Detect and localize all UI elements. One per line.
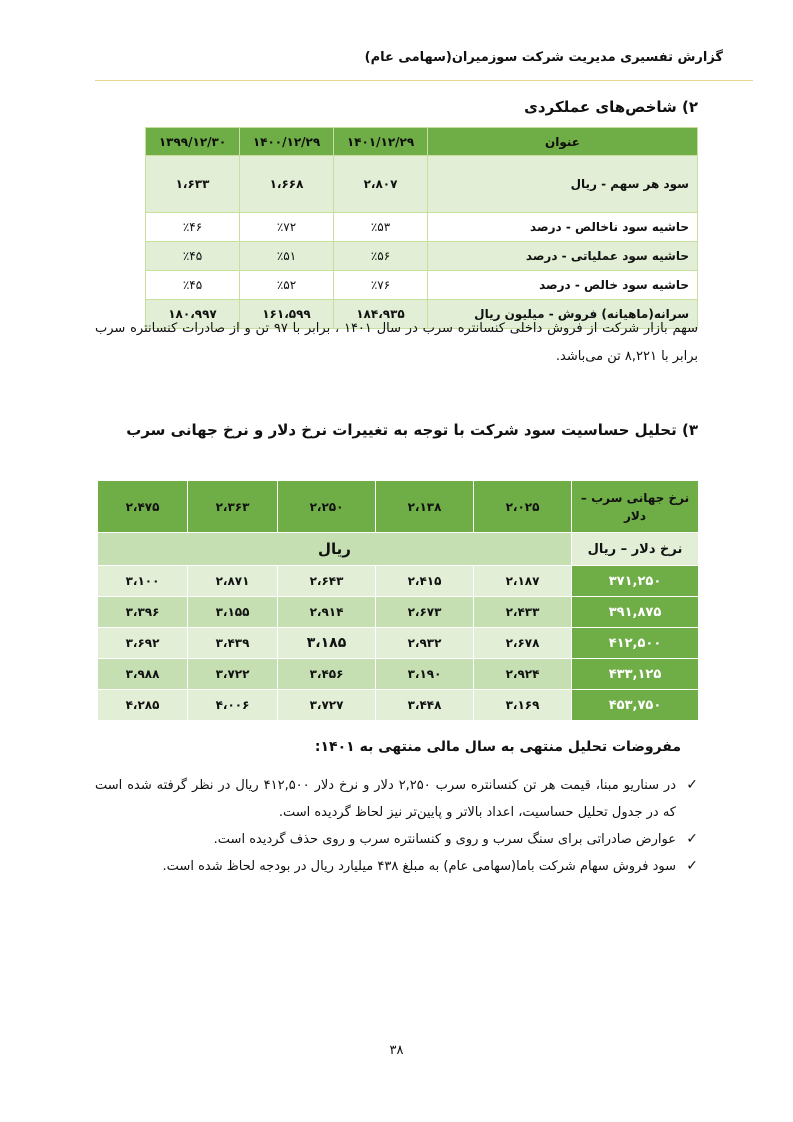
lead-price-cell: ۲،۲۵۰: [278, 481, 376, 533]
table-row: [98, 690, 699, 721]
table-cell: ۳،۴۳۹: [188, 628, 278, 659]
table-cell: ۱،۶۶۸: [240, 156, 334, 213]
table-cell: ۳،۷۲۲: [188, 659, 278, 690]
table-cell: ۴،۰۰۶: [188, 690, 278, 721]
table-cell: ۱۸۴،۹۳۵: [334, 300, 428, 329]
table-cell: ٪۴۶: [146, 213, 240, 242]
lead-price-cell: ۲،۴۷۵: [98, 481, 188, 533]
header-cell-1400: ۱۴۰۰/۱۲/۲۹: [240, 128, 334, 156]
unit-header-row: [98, 533, 699, 566]
table-cell: ٪۵۲: [240, 271, 334, 300]
table-row: [98, 597, 699, 628]
table-cell: ۱۶۱،۵۹۹: [240, 300, 334, 329]
table-cell: ۲،۴۳۳: [474, 597, 572, 628]
assumptions-list: [95, 772, 698, 880]
table-cell: ٪۵۳: [334, 213, 428, 242]
table-row: [98, 566, 699, 597]
table-cell: ۳،۱۵۵: [188, 597, 278, 628]
header-cell-1401: ۱۴۰۱/۱۲/۲۹: [334, 128, 428, 156]
section-2-title: ۲) شاخص‌های عملکردی: [524, 98, 698, 116]
table-cell: ٪۴۵: [146, 271, 240, 300]
table-cell: ۲،۴۱۵: [376, 566, 474, 597]
table-row: [146, 213, 698, 242]
table-row: [146, 242, 698, 271]
checkmark-icon: ✓: [686, 831, 698, 847]
table-header-row: [146, 128, 698, 156]
list-item: [95, 826, 698, 853]
header-cell-1399: ۱۳۹۹/۱۲/۳۰: [146, 128, 240, 156]
table-cell: ۴،۲۸۵: [98, 690, 188, 721]
dollar-rate-cell: ۳۷۱,۲۵۰: [572, 566, 699, 597]
section-3-title: ۳) تحلیل حساسیت سود شرکت با توجه به تغییرات نرخ دلار و نرخ جهانی سرب: [126, 421, 698, 439]
table-cell: ٪۷۶: [334, 271, 428, 300]
table-cell: ٪۵۱: [240, 242, 334, 271]
row-label: سود هر سهم - ریال: [428, 156, 698, 213]
table-cell: ۳،۹۸۸: [98, 659, 188, 690]
assumptions-title: مفروضات تحلیل منتهی به سال مالی منتهی به ۱۴۰۱:: [314, 739, 681, 755]
list-item-text: عوارض صادراتی برای سنگ سرب و روی و کنسانتره سرب و روی حذف گردیده است.: [213, 832, 676, 847]
list-item: [95, 772, 698, 826]
row-label: حاشیه سود عملیاتی - درصد: [428, 242, 698, 271]
table-cell: ۳،۶۹۲: [98, 628, 188, 659]
table-cell: ۳،۷۲۷: [278, 690, 376, 721]
list-item-text: سود فروش سهام شرکت باما(سهامی عام) به مبلغ ۴۳۸ میلیارد ریال در بودجه لحاظ شده است.: [162, 859, 676, 874]
table-cell: ۲،۶۷۸: [474, 628, 572, 659]
table-cell: ۲،۶۴۳: [278, 566, 376, 597]
lead-price-cell: ۲،۰۲۵: [474, 481, 572, 533]
dollar-rate-corner-label: نرخ دلار – ریال: [572, 533, 699, 566]
table-row: [98, 628, 699, 659]
dollar-rate-cell: ۳۹۱,۸۷۵: [572, 597, 699, 628]
dollar-rate-cell: ۴۱۲,۵۰۰: [572, 628, 699, 659]
page-number: ۳۸: [389, 1043, 404, 1058]
table-row: [146, 156, 698, 213]
table-cell: ۳،۴۴۸: [376, 690, 474, 721]
table-cell: ۲،۸۷۱: [188, 566, 278, 597]
table-cell: ۳،۱۹۰: [376, 659, 474, 690]
row-label: حاشیه سود خالص - درصد: [428, 271, 698, 300]
lead-price-header-row: [98, 481, 699, 533]
header-cell-title: عنوان: [428, 128, 698, 156]
sensitivity-analysis-table: [97, 480, 699, 721]
table-cell: ۲،۹۲۴: [474, 659, 572, 690]
table-cell: ۳،۱۶۹: [474, 690, 572, 721]
lead-price-corner-label: نرخ جهانی سرب – دلار: [572, 481, 699, 533]
table-cell: ۳،۳۹۶: [98, 597, 188, 628]
report-header-title: گزارش تفسیری مدیریت شرکت سوزمیران(سهامی عام): [364, 50, 723, 65]
base-scenario-cell: ۳،۱۸۵: [278, 628, 376, 659]
performance-indicators-table: [145, 127, 698, 329]
table-cell: ۱۸۰،۹۹۷: [146, 300, 240, 329]
table-cell: ٪۵۶: [334, 242, 428, 271]
dollar-rate-cell: ۴۳۳,۱۲۵: [572, 659, 699, 690]
table-cell: ۳،۱۰۰: [98, 566, 188, 597]
table-cell: ۳،۴۵۶: [278, 659, 376, 690]
table-cell: ۲،۹۳۲: [376, 628, 474, 659]
table-cell: ۲،۸۰۷: [334, 156, 428, 213]
lead-price-cell: ۲،۱۳۸: [376, 481, 474, 533]
table-row: [146, 271, 698, 300]
table-cell: ۲،۹۱۴: [278, 597, 376, 628]
list-item-text: در سناریو مبنا، قیمت هر تن کنسانتره سرب ۲,۲۵۰ دلار و نرخ دلار ۴۱۲,۵۰۰ ریال در نظر گرفته شده است که در جدول تحلیل حساسیت، اعداد بالاتر و پایین‌تر نیز لحاظ گردیده است.: [95, 778, 676, 820]
table-cell: ۲،۶۷۳: [376, 597, 474, 628]
checkmark-icon: ✓: [686, 858, 698, 874]
dollar-rate-cell: ۴۵۳,۷۵۰: [572, 690, 699, 721]
checkmark-icon: ✓: [686, 777, 698, 793]
row-label: سرانه(ماهیانه) فروش - میلیون ریال: [428, 300, 698, 329]
row-label: حاشیه سود ناخالص - درصد: [428, 213, 698, 242]
table-cell: ۱،۶۳۳: [146, 156, 240, 213]
table-row: [98, 659, 699, 690]
unit-label: ریال: [98, 533, 572, 566]
lead-price-cell: ۲،۳۶۳: [188, 481, 278, 533]
table-cell: ٪۴۵: [146, 242, 240, 271]
header-divider: [95, 80, 753, 81]
market-share-paragraph: سهم بازار شرکت از فروش داخلی کنسانتره سرب در سال ۱۴۰۱ ، برابر با ۹۷ تن و از صادرات کنسانتره سرب برابر با ۸,۲۲۱ تن می‌باشد.: [95, 321, 698, 364]
table-cell: ٪۷۲: [240, 213, 334, 242]
table-cell: ۲،۱۸۷: [474, 566, 572, 597]
list-item: [95, 853, 698, 880]
